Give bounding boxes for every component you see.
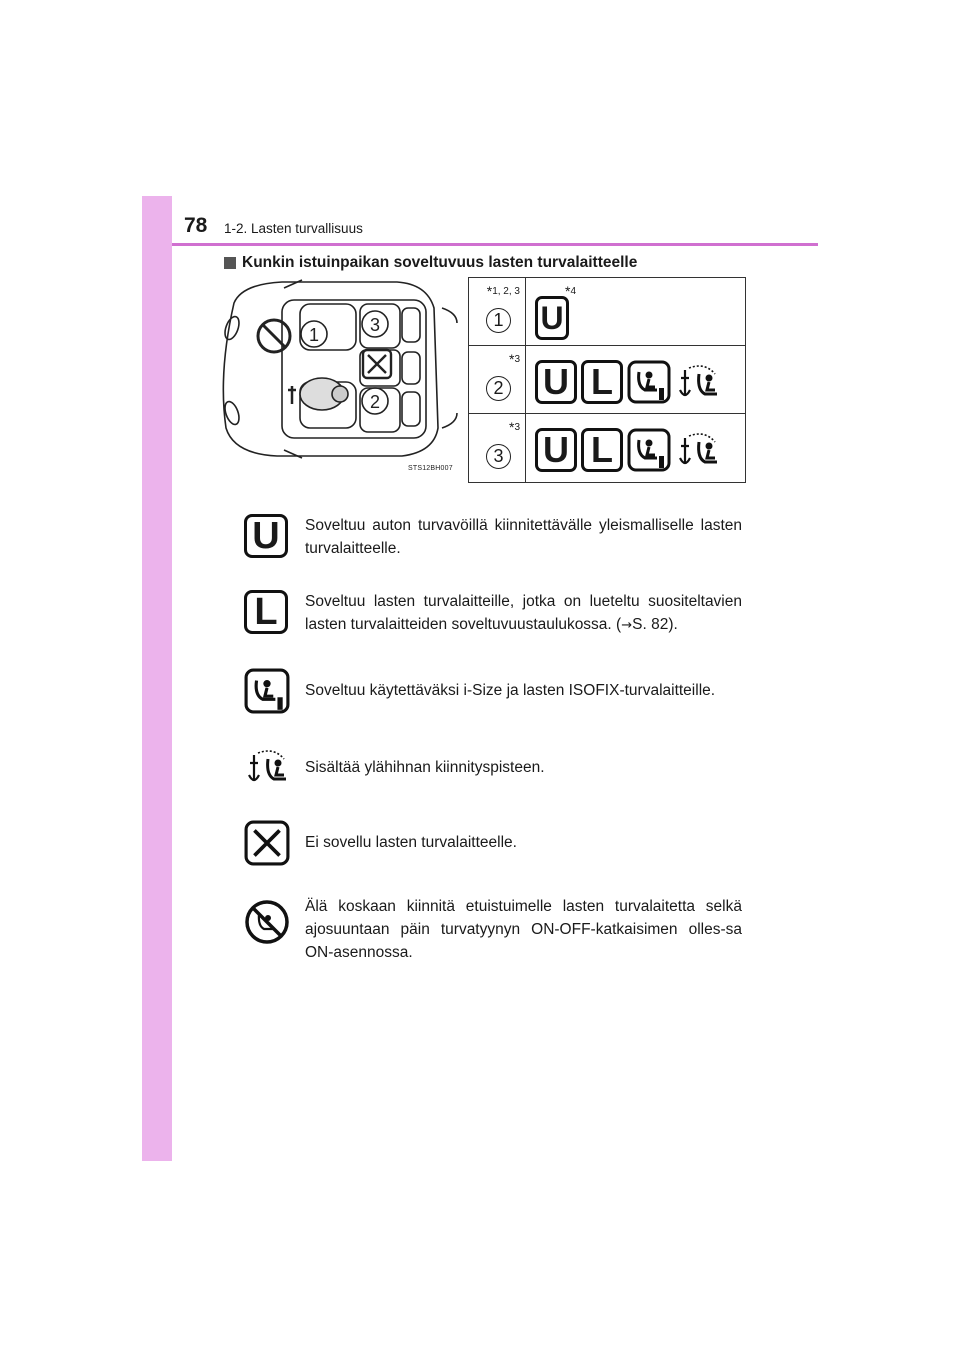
legend-icon-cell xyxy=(244,899,290,945)
suitability-icons xyxy=(535,428,721,476)
isofix-seat-icon xyxy=(627,428,671,472)
seat-suitability-table xyxy=(468,277,746,483)
listed-l-icon: L xyxy=(244,590,288,634)
footnote-ref: *1, 2, 3 xyxy=(486,283,520,299)
top-tether-anchor-icon xyxy=(675,428,721,472)
footnote-ref: *3 xyxy=(508,419,520,435)
legend-icon-cell xyxy=(244,668,290,714)
not-suitable-x-icon xyxy=(244,820,290,866)
listed-l-icon: L xyxy=(581,428,623,472)
arrow-icon: → xyxy=(621,618,633,633)
suitability-icons xyxy=(535,360,721,408)
legend-icon-cell xyxy=(244,590,290,636)
heading-text: Kunkin istuinpaikan soveltuvuus lasten turvalaitteelle xyxy=(242,254,638,271)
car-seating-diagram xyxy=(212,278,462,468)
suitability-icons xyxy=(535,296,569,344)
legend-text: Älä koskaan kiinnitä etuistuimelle lasten turvalaitetta selkä ajosuuntaan päin turvatyynyn ON-OFF-katkaisimen olles-sa ON-asennossa. xyxy=(305,898,742,961)
legend-text: Soveltuu lasten turvalaitteille, jotka on lueteltu suositeltavien lasten turvalaitteiden soveltuvuustaulukossa. (→S. 82). xyxy=(305,593,742,633)
seat-number: 2 xyxy=(486,376,511,401)
section-heading xyxy=(224,254,637,272)
listed-l-icon: L xyxy=(581,360,623,404)
top-tether-anchor-icon xyxy=(675,360,721,404)
top-tether-anchor-icon xyxy=(244,745,290,789)
seat-number-cell xyxy=(469,346,526,413)
svg-text:3: 3 xyxy=(369,315,381,335)
legend-text: Ei sovellu lasten turvalaitteelle. xyxy=(305,834,517,851)
svg-text:1: 1 xyxy=(308,325,320,345)
legend-text: Soveltuu auton turvavöillä kiinnitettävälle yleismalliselle lasten turvalaitteelle. xyxy=(305,517,742,557)
seat-number: 1 xyxy=(486,308,511,333)
table-row xyxy=(469,414,745,482)
footnote-ref: *4 xyxy=(565,283,577,299)
isofix-seat-icon xyxy=(244,668,290,714)
table-row xyxy=(469,278,745,346)
isofix-seat-icon xyxy=(627,360,671,404)
figure-id: STS12BH007 xyxy=(408,465,453,472)
seat-number-cell xyxy=(469,278,526,345)
no-rear-facing-seat-icon xyxy=(244,899,290,945)
universal-u-icon: U xyxy=(535,360,577,404)
side-color-band xyxy=(142,196,172,1161)
universal-u-icon: U xyxy=(535,296,569,340)
square-bullet-icon xyxy=(224,257,236,269)
legend-icon-cell xyxy=(244,820,290,866)
table-row xyxy=(469,346,745,414)
svg-text:2: 2 xyxy=(369,392,381,412)
header-rule xyxy=(172,243,818,246)
seat-number-cell xyxy=(469,414,526,482)
universal-u-icon: U xyxy=(535,428,577,472)
legend-text: Soveltuu käytettäväksi i-Size ja lasten ISOFIX-turvalaitteille. xyxy=(305,682,716,699)
seat-number: 3 xyxy=(486,444,511,469)
legend-icon-cell xyxy=(244,514,290,560)
legend-text: Sisältää ylähihnan kiinnityspisteen. xyxy=(305,759,545,776)
legend-icon-cell xyxy=(244,745,290,791)
universal-u-icon: U xyxy=(244,514,288,558)
page-number: 78 xyxy=(184,214,208,237)
section-title: 1-2. Lasten turvallisuus xyxy=(224,221,363,236)
footnote-ref: *3 xyxy=(508,351,520,367)
cabin-outline xyxy=(282,300,426,438)
